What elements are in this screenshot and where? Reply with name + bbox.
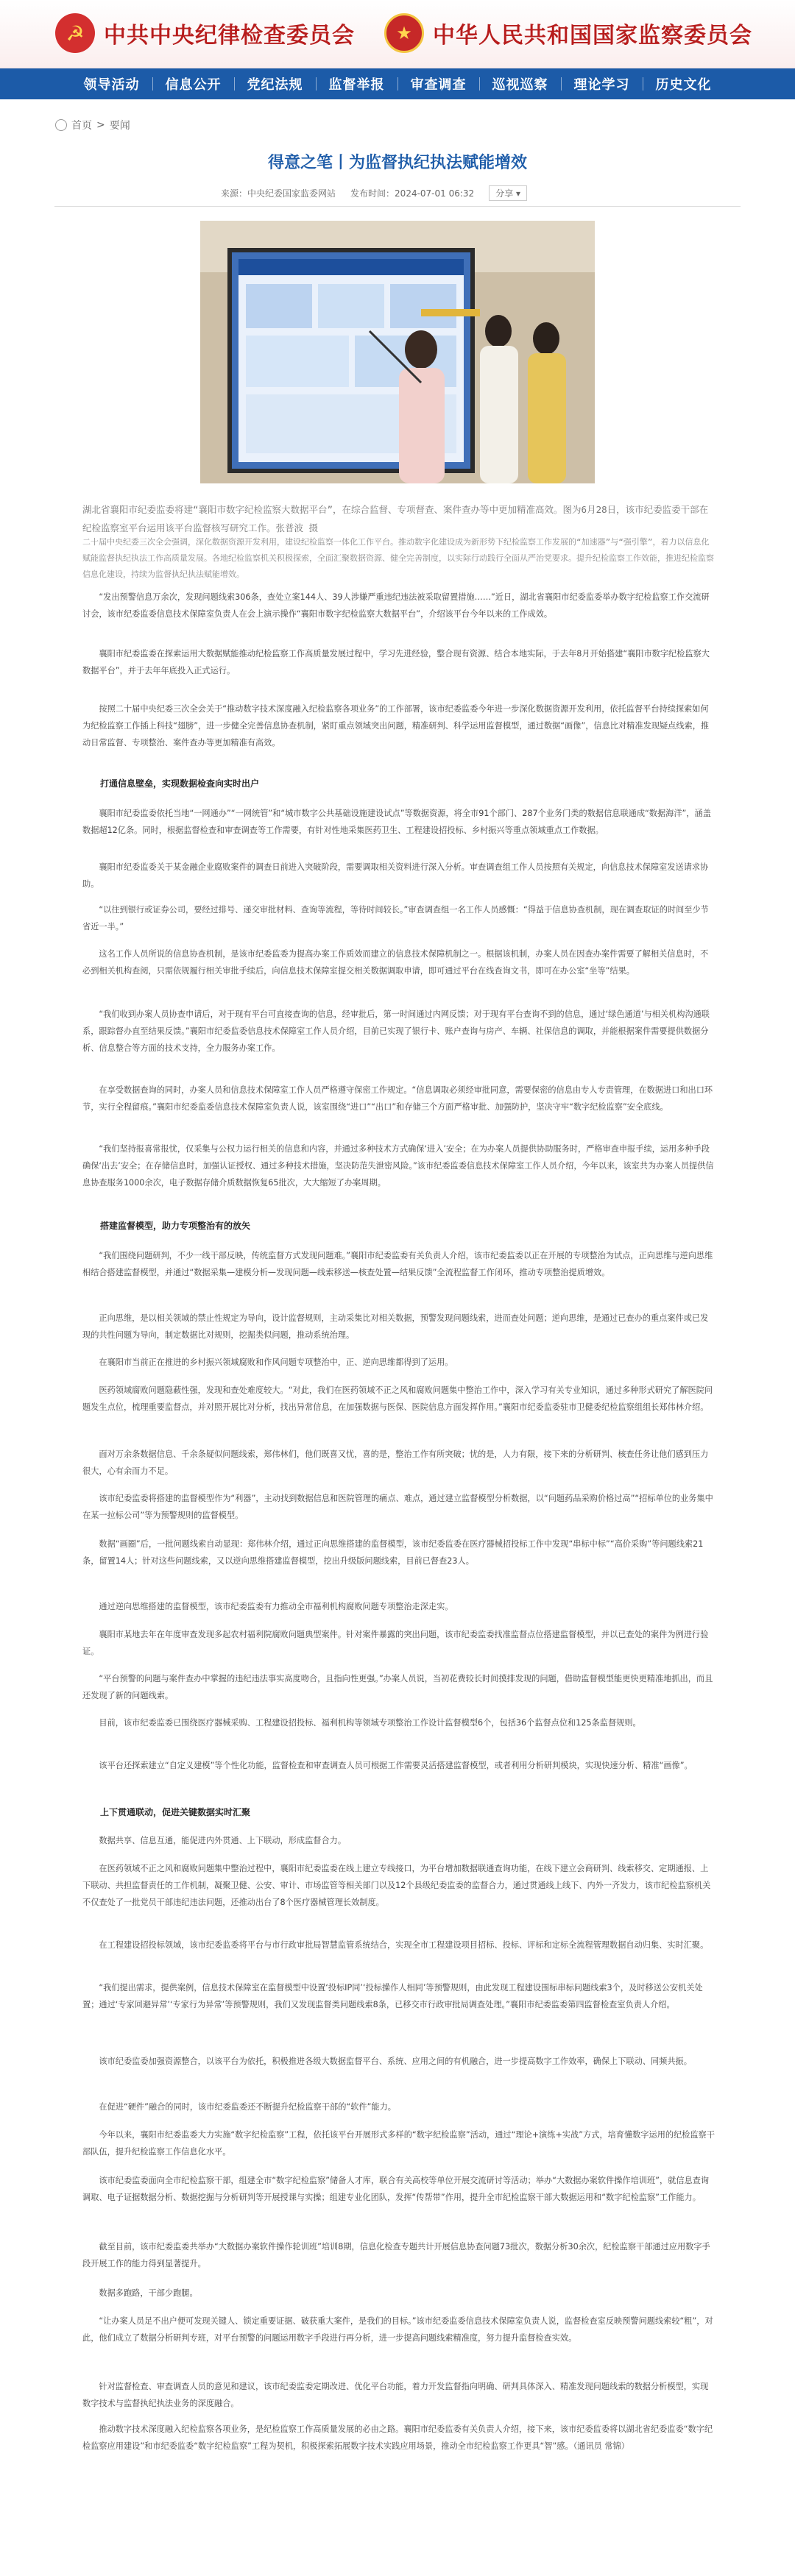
nav-investigation[interactable]: 审查调查 bbox=[410, 77, 467, 93]
paragraph: “发出预警信息万余次，发现问题线索306条，查处立案144人、39人涉嫌严重违纪违法被采取留置措施……”近日，湖北省襄阳市纪委监委举办数字纪检监察工作交流研讨会，该市纪委监委信息技术保障室负责人在会上演示操作“襄阳市数字纪检监察大数据平台”，介绍该平台今年以来的工作成效。 bbox=[82, 592, 710, 619]
paragraph: 目前，该市纪委监委已围绕医疗器械采购、工程建设招投标、福利机构等领域专项整治工作设计监督模型6个，包括36个监督点位和125条监督规则。 bbox=[99, 1718, 641, 1728]
paragraph: 襄阳市纪委监委在探索运用大数据赋能推动纪检监察工作高质量发展过程中，学习先进经验，整合现有资源、结合本地实际，于去年8月开始搭建“襄阳市数字纪检监察大数据平台”，并于去年年底投入正式运行。 bbox=[82, 649, 710, 675]
section-heading: 上下贯通联动，促进关键数据实时汇聚 bbox=[100, 1807, 251, 1817]
photo-caption: 湖北省襄阳市纪委监委将建“襄阳市数字纪检监察大数据平台”，在综合监督、专项督查、案件查办等中更加精准高效。图为6月28日，该市纪委监委干部在纪检监察室平台运用该平台监督核写研究工作。张普波 摄 bbox=[82, 504, 709, 533]
source-label bbox=[221, 187, 336, 199]
main-nav bbox=[0, 68, 795, 99]
national-emblem-icon: ★ bbox=[384, 13, 424, 53]
time-value: 2024-07-01 06:32 bbox=[395, 188, 475, 199]
section-heading: 搭建监督模型，助力专项整治有的放矢 bbox=[100, 1221, 251, 1231]
paragraph: 通过逆向思维搭建的监督模型，该市纪委监委有力推动全市福利机构腐败问题专项整治走深走实。 bbox=[99, 1602, 453, 1611]
nsc-brand[interactable] bbox=[384, 13, 752, 53]
paragraph: “我们坚持报喜常报忧，仅采集与公权力运行相关的信息和内容，并通过多种技术方式确保‘进入’安全；在为办案人员提供协助服务时，严格审查申报手续，运用多种手段确保‘出去’安全；在存储信息时，加强认证授权、通过多种技术措施，坚决防范失泄密风险。”该市纪委监委信息技术保障室工作人员介绍，今年以来，该室共为办案人员提供信息协查服务1000余次，电子数据存储介质数据恢复65批次，大大缩短了办案周期。 bbox=[82, 1144, 714, 1188]
paragraph: 正向思维，是以相关领域的禁止性规定为导向，设计监督规则，主动采集比对相关数据，预警发现问题线索，进而查处问题；逆向思维，是通过已查办的重点案件或已发现的共性问题为导向，制定数据比对规则，挖掘类似问题，推动系统治理。 bbox=[82, 1313, 709, 1340]
cpc-ccdi-name: 中共中央纪律检查委员会 bbox=[104, 23, 355, 49]
title-divider bbox=[54, 206, 741, 207]
breadcrumb bbox=[55, 118, 130, 132]
nav-report[interactable]: 监督举报 bbox=[328, 77, 385, 93]
paragraph: 在促进“硬件”融合的同时，该市纪委监委还不断提升纪检监察干部的“软件”能力。 bbox=[99, 2102, 396, 2112]
paragraph: 数据多跑路，干部少跑腿。 bbox=[99, 2288, 198, 2298]
nav-regulations[interactable]: 党纪法规 bbox=[247, 77, 303, 93]
breadcrumb-home[interactable]: 首页 bbox=[71, 120, 92, 132]
paragraph: 数据共享、信息互通，能促进内外贯通、上下联动，形成监督合力。 bbox=[99, 1836, 347, 1845]
article-title: 得意之笔丨为监督执纪执法赋能增效 bbox=[267, 154, 527, 172]
party-emblem-icon: ☭ bbox=[55, 13, 95, 53]
nav-leaders[interactable]: 领导活动 bbox=[83, 77, 140, 93]
paragraph: “以往到银行或证券公司，要经过排号、递交审批材料、查询等流程，等待时间较长。”审查调查组一名工作人员感慨：“得益于信息协查机制，现在调查取证的时间至少节省近一半。” bbox=[82, 905, 709, 932]
paragraph: 这名工作人员所说的信息协查机制，是该市纪委监委为提高办案工作质效而建立的信息技术保障机制之一。根据该机制，办案人员在因查办案件需要了解相关信息时，不必到相关机构查阅，只需依规履行相关审批手续后，向信息技术保障室提交相关数据调取申请，即可通过平台在线查询文书，即可在办公室“坐等”结果。 bbox=[82, 949, 709, 976]
paragraph: 在襄阳市当前正在推进的乡村振兴领域腐败和作风问题专项整治中，正、逆向思维都得到了运用。 bbox=[99, 1358, 453, 1367]
source-label-text: 来源： bbox=[221, 188, 248, 199]
paragraph: 针对监督检查、审查调查人员的意见和建议，该市纪委监委定期改进、优化平台功能，着力开发监督指向明确、研判具体深入、精准发现问题线索的数据分析模型，实现数字技术与监督执纪执法业务的深度融合。 bbox=[82, 2382, 709, 2408]
paragraph: 襄阳市纪委监委关于某金融企业腐败案件的调查日前进入突破阶段，需要调取相关资料进行深入分析。审查调查组工作人员按照有关规定，向信息技术保障室发送请求协助。 bbox=[82, 862, 709, 889]
paragraph: 在医药领域不正之风和腐败问题集中整治过程中，襄阳市纪委监委在线上建立专线接口，为平台增加数据联通查询功能，在线下建立会商研判、线索移交、定期通报、上下联动、共担监督责任的工作机制，凝聚卫健、公安、审计、市场监管等相关部门以及12个县级纪委监委的监督合力，通过贯通线上线下、内外一齐发力，该市纪检监察机关不仅查处了一批党员干部违纪违法问题，还推动出台了8个医疗器械管理长效制度。 bbox=[82, 1864, 711, 1907]
paragraph: 该市纪委监委将搭建的监督模型作为“利器”，主动找到数据信息和医院管理的痛点、难点，通过建立监督模型分析数据，以“问题药品采购价格过高”“招标单位的业务集中在某一拉标公司”等为预警规则的监督模型。 bbox=[82, 1494, 713, 1520]
paragraph: 该市纪委监委面向全市纪检监察干部，组建全市“数字纪检监察”储备人才库，联合有关高校等单位开展交流研讨等活动；举办“大数据办案软件操作培训班”，就信息查询调取、电子证据数据分析、数据挖掘与分析研判等开展授课与实操；组建专业化团队，发挥“传帮带”作用，提升全市纪检监察干部大数据运用和“数字纪检监察”工作能力。 bbox=[82, 2176, 710, 2202]
paragraph: 在工程建设招投标领域，该市纪委监委将平台与市行政审批局智慧监管系统结合，实现全市工程建设项目招标、投标、评标和定标全流程管理数据自动归集、实时汇聚。 bbox=[99, 1940, 709, 1950]
paragraph: “让办案人员足不出户便可发现关键人、锁定重要证据、破获重大案件，是我们的目标。”该市纪委监委信息技术保障室负责人说，监督检查室反映预警问题线索较“粗”，对此，他们成立了数据分析研判专班，对平台预警的问题运用数字手段进行再分析，进一步提高问题线索精准度，努力提升监督检查实效。 bbox=[82, 2316, 713, 2343]
paragraph: 该平台还探索建立“自定义建模”等个性化功能，监督检查和审查调查人员可根据工作需要灵活搭建监督模型，或者利用分析研判模块，实现快速分析、精准“画像”。 bbox=[99, 1761, 693, 1770]
home-icon bbox=[55, 119, 67, 131]
paragraph: “我们收到办案人员协查申请后，对于现有平台可直接查询的信息，经审批后，第一时间通过内网反馈；对于现有平台查询不到的信息，通过‘绿色通道’与相关机构沟通联系，跟踪督办直至结果反馈。”襄阳市纪委监委信息技术保障室工作人员介绍，目前已实现了银行卡、账户查询与房产、车辆、社保信息的调取，并能根据案件需要提供数据分析、信息整合等方面的技术支持，全力服务办案工作。 bbox=[82, 1010, 710, 1053]
paragraph: 襄阳市某地去年在年度审查发现多起农村福利院腐败问题典型案件。针对案件暴露的突出问题，该市纪委监委找准监督点位搭建监督模型，并以已查处的案件为例进行验证。 bbox=[82, 1630, 709, 1656]
time-label bbox=[350, 187, 474, 199]
share-button[interactable]: 分享 ▾ bbox=[489, 185, 527, 201]
paragraph: 医药领域腐败问题隐蔽性强，发现和查处难度较大。“对此，我们在医药领域不正之风和腐败问题集中整治工作中，深入学习有关专业知识，通过多种形式研究了解医院问题发生点位，梳理重要监督点，并对照开展比对分析，找出异常信息，在加强数据与医保、医院信息方面发挥作用。”襄阳市纪委监委驻市卫健委纪检监察组组长郑伟林介绍。 bbox=[82, 1385, 713, 1412]
paragraph: 今年以来，襄阳市纪委监委大力实施“数字纪检监察”工程，依托该平台开展形式多样的“数字纪检监察”活动，通过“理论+演练+实战”方式，培育懂数字运用的纪检监察干部队伍，提升纪检监察工作信息化水平。 bbox=[82, 2130, 716, 2157]
paragraph: 按照二十届中央纪委三次全会关于“推动数字技术深度融入纪检监察各项业务”的工作部署，该市纪委监委今年进一步深化数据资源开发利用，依托监督平台持续探索如何为纪检监察工作插上科技“翅膀”，进一步健全完善信息协查机制，紧盯重点领域突出问题，精准研判、科学运用监督模型，通过数据“画像”，信息比对精准发现疑点线索，推动日常监督、专项整治、案件查办等更加精准有高效。 bbox=[82, 704, 710, 748]
article-lead: 二十届中央纪委三次全会强调，深化数据资源开发利用，建设纪检监察一体化工作平台。推动数字化建设成为新形势下纪检监察工作发展的“加速器”与“强引擎”，着力以信息化赋能监督执纪执法工作高质量发展。各地纪检监察机关积极探索，全面汇聚数据资源、健全完善制度，以实际行动践行全面从严治党要求。提升纪检监察工作效能，推进纪检监察信息化建设，持续为监督执纪执法赋能增效。 bbox=[82, 537, 714, 579]
nav-inspection[interactable]: 巡视巡察 bbox=[492, 77, 548, 93]
paragraph: 襄阳市纪委监委依托当地“一网通办”“一网统管”和“城市数字公共基础设施建设试点”等数据资源，将全市91个部门、287个业务门类的数据信息联通成“数据海洋”，涵盖数据超12亿条。同时，根据监督检查和审查调查等工作需要，有针对性地采集医药卫生、工程建设招投标、乡村振兴等重点领域重点工作数据。 bbox=[82, 809, 711, 835]
paragraph: 面对万余条数据信息、千余条疑似问题线索，郑伟林们，他们既喜又忧，喜的是，整治工作有所突破；忧的是，人力有限，接下来的分析研判、核查任务让他们感到压力很大，心有余而力不足。 bbox=[82, 1450, 709, 1476]
nav-theory[interactable]: 理论学习 bbox=[573, 77, 630, 93]
paragraph: 在享受数据查询的同时，办案人员和信息技术保障室工作人员严格遵守保密工作规定。“信息调取必须经审批同意，需要保密的信息由专人专责管理，在数据进口和出口环节，实行全程留痕。”襄阳市纪委监委信息技术保障室负责人说，该室围绕“进口”“出口”和存储三个方面严格审批、加强防护，坚决守牢“数字纪检监察”安全底线。 bbox=[82, 1085, 713, 1112]
paragraph: 该市纪委监委加强资源整合，以该平台为依托，积极推进各级大数据监督平台、系统、应用之间的有机融合，进一步提高数字工作效率，确保上下联动、同频共振。 bbox=[99, 2057, 692, 2066]
time-label-text: 发布时间： bbox=[350, 188, 395, 199]
article-meta bbox=[221, 185, 527, 201]
nsc-name: 中华人民共和国国家监察委员会 bbox=[433, 23, 752, 49]
paragraph: “平台预警的问题与案件查办中掌握的违纪违法事实高度吻合，且指向性更强。”办案人员说，当初花费较长时间摸排发现的问题，借助监督模型能更快更精准地抓出，而且还发现了新的问题线索。 bbox=[82, 1674, 713, 1700]
site-header bbox=[0, 0, 795, 68]
photo-illustration bbox=[200, 221, 595, 483]
nav-info-disclosure[interactable]: 信息公开 bbox=[165, 77, 222, 93]
nav-history[interactable]: 历史文化 bbox=[655, 77, 712, 93]
paragraph: 数据“画圈”后，一批问题线索自动显现：郑伟林介绍，通过正向思维搭建的监督模型，该市纪委监委在医疗器械招投标工作中发现“串标中标”“高价采购”等问题线索21条，留置14人；针对这些问题线索，又以逆向思维搭建监督模型，挖出升级版问题线索，目前已督查23人。 bbox=[82, 1539, 704, 1566]
breadcrumb-current[interactable]: 要闻 bbox=[109, 120, 130, 132]
article-photo bbox=[200, 221, 595, 483]
paragraph: 截至目前，该市纪委监委共举办“大数据办案软件操作轮训班”培训8期，信息化检查专题共计开展信息协查问题73批次，数据分析30余次，纪检监察干部通过应用数字手段开展工作的能力得到显著提升。 bbox=[82, 2242, 710, 2268]
paragraph: 推动数字技术深度融入纪检监察各项业务，是纪检监察工作高质量发展的必由之路。襄阳市纪委监委有关负责人介绍，接下来，该市纪委监委将以湖北省纪委监委“数字纪检监察应用建设”和市纪委监委“数字纪检监察”工程为契机，积极探索拓展数字技术实践应用场景，推动全市纪检监察工作更具“智”感。（通讯员 常锦） bbox=[82, 2424, 713, 2451]
breadcrumb-separator: > bbox=[96, 119, 105, 131]
cpc-ccdi-brand[interactable] bbox=[55, 13, 355, 53]
source-value: 中央纪委国家监委网站 bbox=[247, 188, 336, 199]
share-label: 分享 bbox=[495, 188, 514, 199]
paragraph: “我们提出需求，提供案例，信息技术保障室在监督模型中设置‘投标IP同’‘投标操作人相同’等预警规则，由此发现工程建设围标串标问题线索3个，及时移送公安机关处置；通过‘专家回避异常’‘专家行为异常’等预警规则，我们又发现监督类问题线索8条，已移交市行政审批局调查处理。”襄阳市纪委监委第四监督检查室负责人介绍。 bbox=[82, 1983, 703, 2009]
section-heading: 打通信息壁垒，实现数据检查向实时出户 bbox=[100, 778, 260, 789]
paragraph: “我们围绕问题研判，不少一线干部反映，传统监督方式发现问题难。”襄阳市纪委监委有关负责人介绍，该市纪委监委以正在开展的专项整治为试点，正向思维与逆向思维相结合搭建监督模型，并通过“数据采集—建模分析—发现问题—线索移送—核查处置—结果反馈”全流程监督工作闭环，推动专项整治提质增效。 bbox=[82, 1251, 713, 1277]
